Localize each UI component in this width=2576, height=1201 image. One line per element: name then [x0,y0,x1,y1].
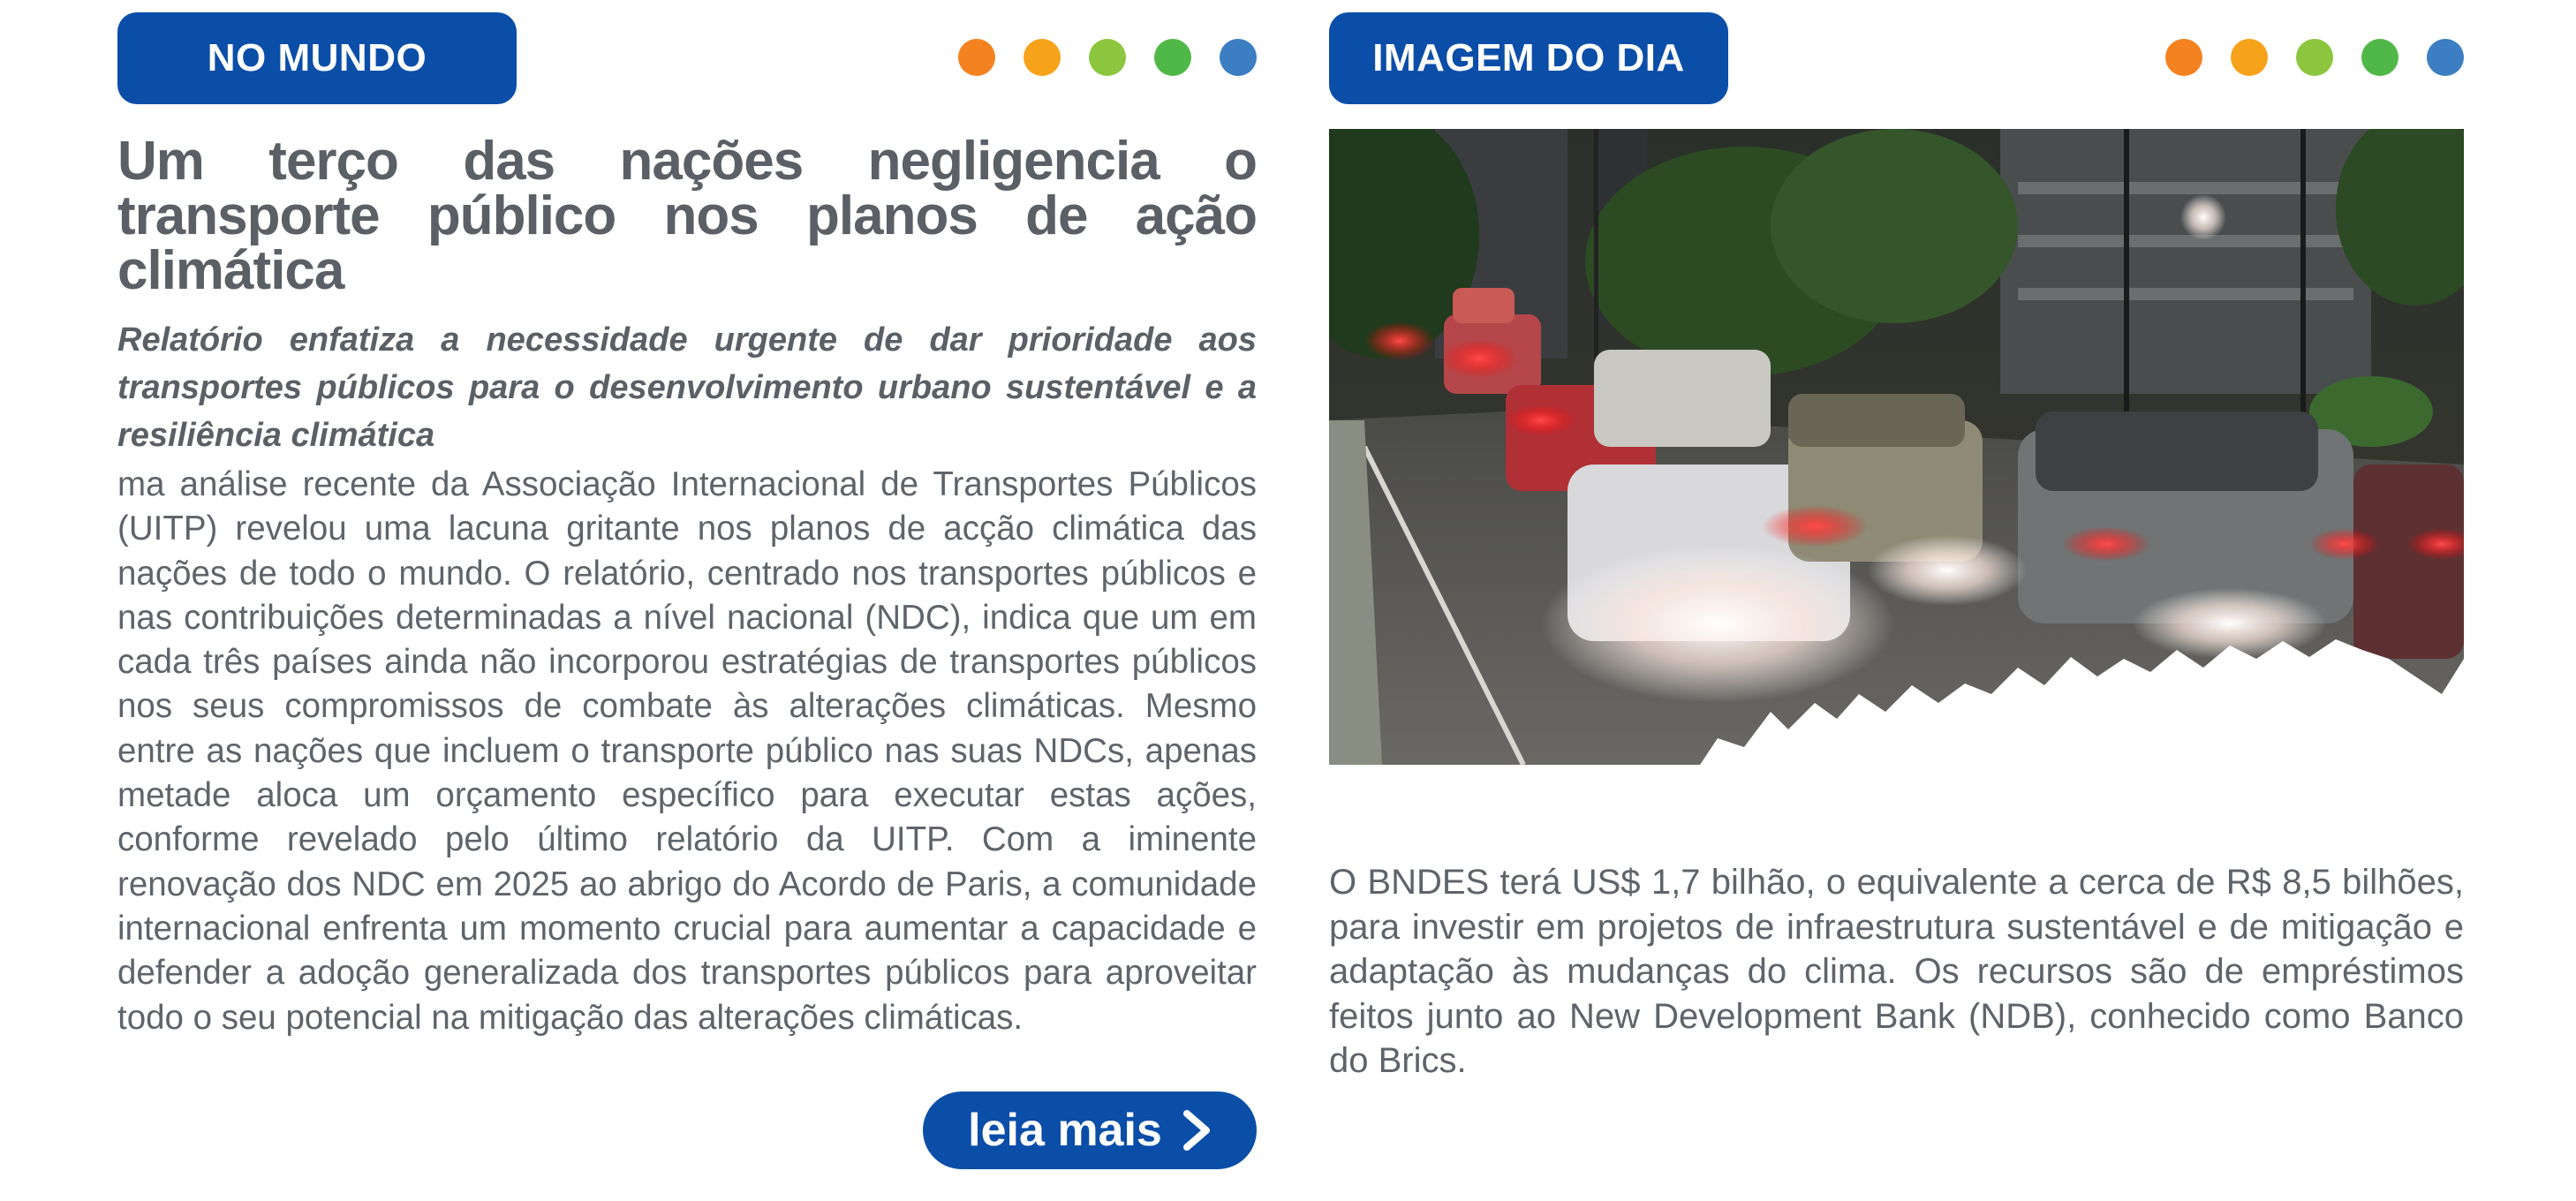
read-more-button[interactable] [923,1091,1257,1169]
section-label-no-mundo: NO MUNDO [117,12,517,104]
dot-lime [1089,39,1126,76]
decorative-dots [958,39,1257,76]
news-world-section [117,12,1257,1156]
dot-orange [958,39,995,76]
section-header [1329,12,2464,104]
dot-amber [2231,39,2268,76]
article-headline: Um terço das nações negligencia o transporte público nos planos de ação climática [117,131,1257,301]
section-header [117,12,1257,104]
read-more-label: leia mais [968,1105,1162,1156]
article-body: ma análise recente da Associação Internacional de Transportes Públicos (UITP) revelou uma lacuna gritante nos planos de acção climática das nações de todo o mundo. O relatório, centrado nos transportes públicos e nas contribuições determinadas a nível nacional (NDC), indica que um em cada três países ainda não incorporou estratégias de transportes públicos nos seus compromissos de combate às alterações climáticas. Mesmo entre as nações que incluem o transporte público nas suas NDCs, apenas metade aloca um orçamento específico para executar estas ações, conforme revelado pelo último relatório da UITP. Com a iminente renovação dos NDC em 2025 ao abrigo do Acordo de Paris, a comunidade internacional enfrenta um momento crucial para aumentar a capacidade e defender a adoção generalizada dos transportes públicos para aproveitar todo o seu potencial na mitigação das alterações climáticas. [117,465,1257,1037]
dot-amber [1024,39,1061,76]
dot-green [1154,39,1191,76]
dot-lime [2296,39,2333,76]
traffic-jam-photo [1329,129,2464,765]
decorative-dots [2165,39,2464,76]
dot-blue [1220,39,1257,76]
image-of-day-section [1329,12,2464,1080]
photo-caption: O BNDES terá US$ 1,7 bilhão, o equivalente a cerca de R$ 8,5 bilhões, para investir em projetos de infraestrutura sustentável e de mitigação e adaptação às mudanças do clima. Os recursos são de empréstimos feitos junto ao New Development Bank (NDB), conhecido como Banco do Brics. [1329,863,2464,1080]
article-subheadline: Relatório enfatiza a necessidade urgente de dar prioridade aos transportes públicos para o desenvolvimento urbano sustentável e a resiliência climática [117,321,1257,454]
dot-blue [2427,39,2464,76]
traffic-photo-illustration [1329,129,2464,765]
chevron-right-icon [1182,1110,1212,1151]
section-label-imagem-do-dia: IMAGEM DO DIA [1329,12,1728,104]
dot-orange [2165,39,2202,76]
dot-green [2361,39,2398,76]
